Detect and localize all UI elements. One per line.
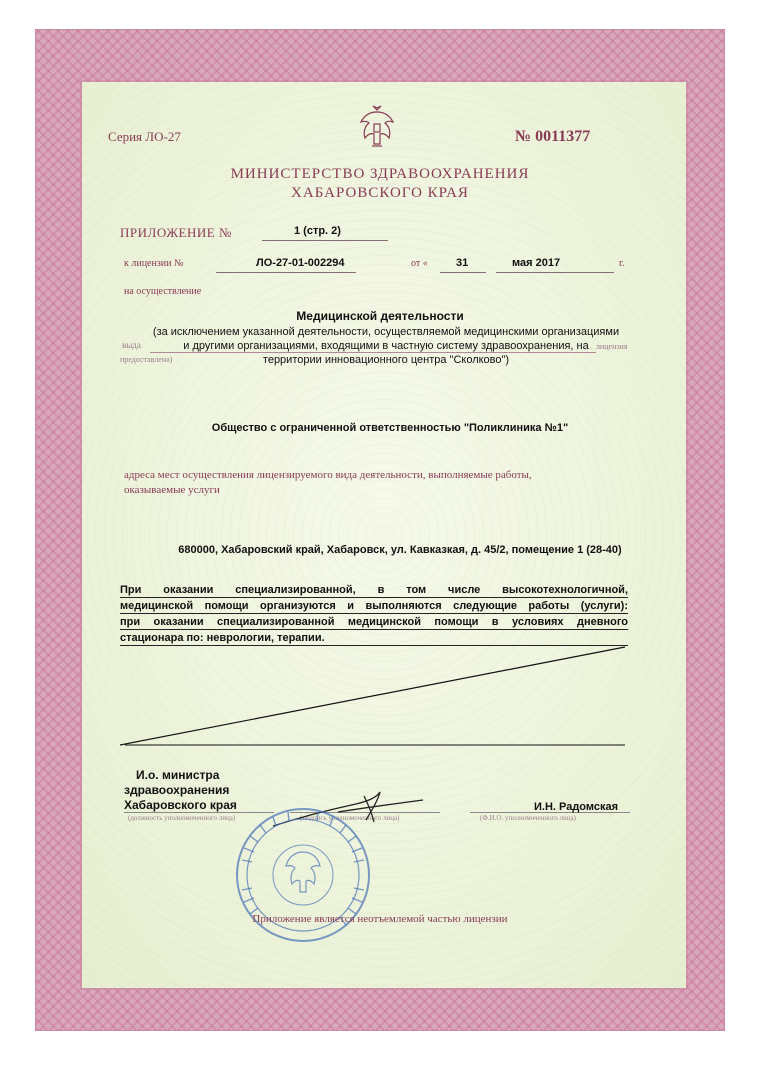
- signatory-position-line-3: Хабаровского края: [124, 798, 237, 812]
- series-label: Серия ЛО-27: [108, 129, 181, 144]
- address-label-line-2: оказываемые услуги: [124, 484, 220, 496]
- date-from-label: от «: [411, 258, 428, 269]
- license-number-underline: [216, 272, 356, 273]
- footer-note: Приложение является неотъемлемой частью лицензии: [252, 913, 508, 925]
- year-suffix: г.: [619, 258, 625, 269]
- signatory-position: [124, 768, 237, 813]
- appendix-underline: [262, 240, 388, 241]
- license-day: 31: [456, 257, 469, 269]
- services-underline-1: [120, 597, 628, 598]
- services-text: [120, 582, 628, 646]
- day-underline: [440, 272, 486, 273]
- activity-line-2: и другими организациями, входящими в частную систему здравоохранения, на: [183, 340, 589, 352]
- services-line-3: при оказании специализированной медицинской помощи в условиях дневного: [120, 616, 628, 628]
- activity-line-1: (за исключением указанной деятельности, осуществляемой медицинскими организациями: [152, 326, 620, 338]
- services-line-2: медицинской помощи организуются и выполняются следующие работы (услуги):: [120, 600, 628, 612]
- activity-label: на осуществление: [124, 286, 202, 297]
- official-stamp: [228, 800, 378, 950]
- address-label-line-1: адреса мест осуществления лицензируемого вида деятельности, выполняемые работы,: [124, 469, 532, 481]
- faint-granted-label: предоставлена): [120, 355, 173, 364]
- ministry-title-line2: ХАБАРОВСКОГО КРАЯ: [291, 185, 469, 201]
- address: 680000, Хабаровский край, Хабаровск, ул. Кавказкая, д. 45/2, помещение 1 (28-40): [178, 544, 622, 556]
- license-label: к лицензии №: [124, 258, 184, 269]
- coat-of-arms-icon: [355, 104, 399, 150]
- ministry-title-line1: МИНИСТЕРСТВО ЗДРАВООХРАНЕНИЯ: [230, 166, 530, 182]
- caption-signature: (подпись уполномоченного лица): [300, 814, 400, 822]
- month-underline: [496, 272, 614, 273]
- services-underline-3: [120, 629, 628, 630]
- activity-title: Медицинской деятельности: [296, 309, 464, 323]
- signatory-name: И.Н. Радомская: [534, 801, 619, 813]
- caption-name: (Ф.И.О. уполномоченного лица): [480, 814, 576, 822]
- guilloche-background: [82, 82, 686, 988]
- license-number: ЛО-27-01-002294: [256, 257, 345, 269]
- license-inner-panel: [82, 82, 686, 988]
- services-line-4: стационара по: неврологии, терапии.: [120, 632, 325, 644]
- activity-line-3: территории инновационного центра "Сколково"): [262, 354, 510, 366]
- faint-license-label: лицензия: [596, 342, 628, 351]
- document-number: № 0011377: [515, 128, 591, 145]
- blank-space-strike: [120, 645, 630, 750]
- signatory-position-line-1: И.о. министра: [136, 768, 220, 782]
- license-month-year: мая 2017: [512, 257, 561, 269]
- appendix-label: ПРИЛОЖЕНИЕ №: [120, 225, 232, 240]
- activity-underline: [150, 352, 596, 353]
- services-line-1: При оказании специализированной, в том числе высокотехнологичной,: [120, 584, 628, 596]
- caption-position: (должность уполномоченного лица): [128, 814, 236, 822]
- services-underline-2: [120, 613, 628, 614]
- organization-name: Общество с ограниченной ответственностью "Поликлиника №1": [211, 422, 569, 434]
- appendix-number: 1 (стр. 2): [294, 225, 341, 237]
- faint-issued-label: выда: [122, 340, 141, 350]
- signatory-position-line-2: здравоохранения: [124, 783, 230, 797]
